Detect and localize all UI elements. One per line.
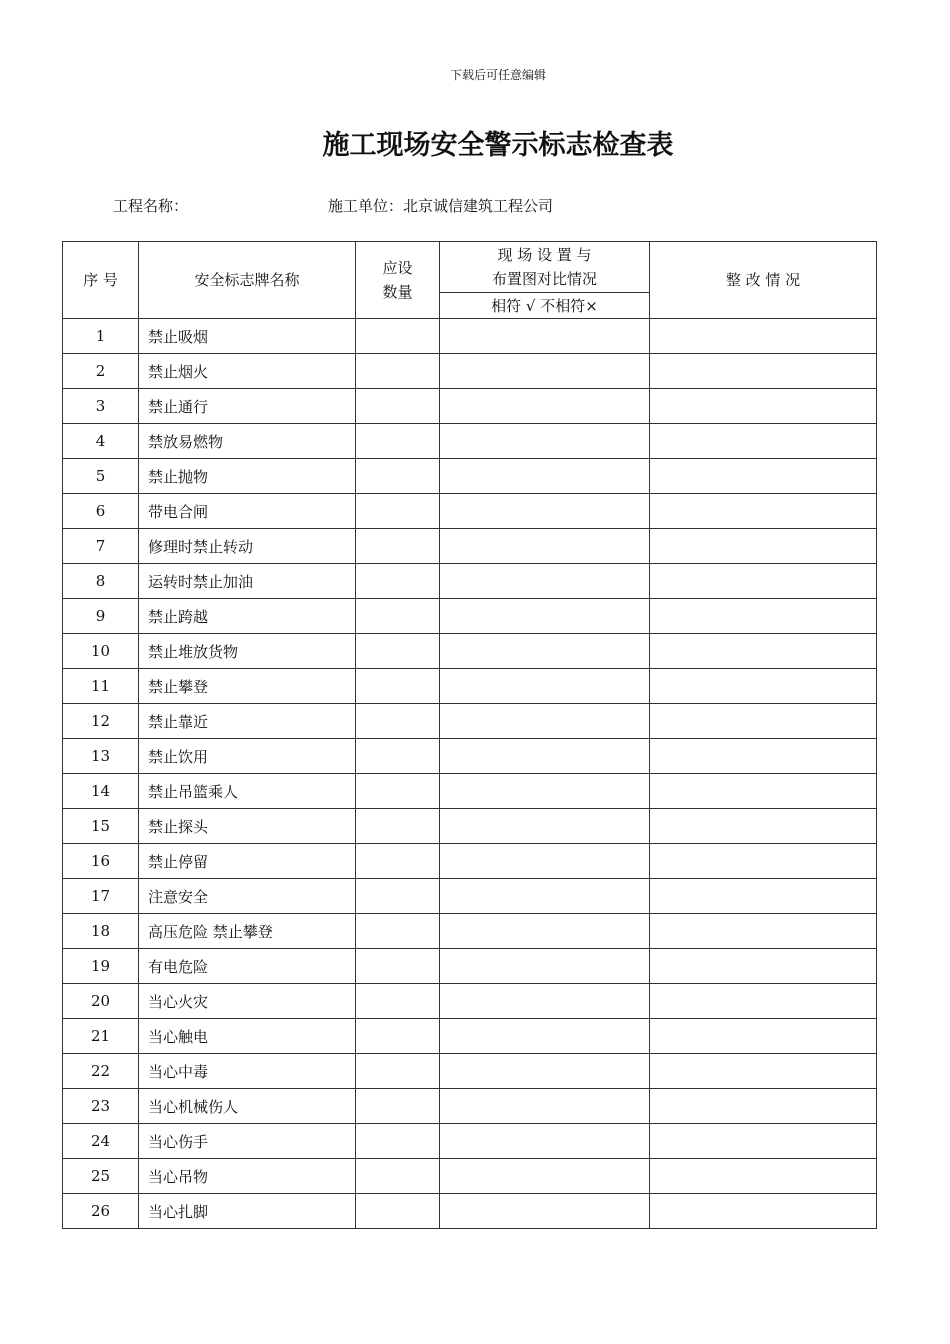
compare-result-cell[interactable] [440,1124,650,1159]
row-number: 12 [63,704,139,739]
rectification-cell[interactable] [650,599,877,634]
sign-name: 禁止探头 [139,809,356,844]
required-qty-cell[interactable] [356,389,440,424]
rectification-cell[interactable] [650,809,877,844]
table-row [63,739,877,774]
header-required-qty-line2: 数量 [382,283,413,301]
required-qty-cell[interactable] [356,809,440,844]
compare-result-cell[interactable] [440,459,650,494]
compare-result-cell[interactable] [440,564,650,599]
row-number: 3 [63,389,139,424]
header-note: 下载后可任意编辑 [449,68,546,82]
rectification-cell[interactable] [650,914,877,949]
rectification-cell[interactable] [650,704,877,739]
compare-result-cell[interactable] [440,389,650,424]
row-number: 6 [63,494,139,529]
required-qty-cell[interactable] [356,1054,440,1089]
required-qty-cell[interactable] [356,984,440,1019]
required-qty-cell[interactable] [356,1089,440,1124]
required-qty-cell[interactable] [356,494,440,529]
sign-name: 当心伤手 [139,1124,356,1159]
required-qty-cell[interactable] [356,319,440,354]
compare-result-cell[interactable] [440,669,650,704]
table-row [63,914,877,949]
sign-name: 禁止跨越 [139,599,356,634]
rectification-cell[interactable] [650,1019,877,1054]
rectification-cell[interactable] [650,1159,877,1194]
row-number: 19 [63,949,139,984]
required-qty-cell[interactable] [356,564,440,599]
table-row [63,669,877,704]
row-number: 18 [63,914,139,949]
sign-name: 禁止通行 [139,389,356,424]
required-qty-cell[interactable] [356,1159,440,1194]
row-number: 14 [63,774,139,809]
required-qty-cell[interactable] [356,879,440,914]
header-compare-line1: 现 场 设 置 与 [497,246,592,264]
required-qty-cell[interactable] [356,739,440,774]
table-row [63,1054,877,1089]
page-title: 施工现场安全警示标志检查表 [322,130,674,161]
required-qty-cell[interactable] [356,599,440,634]
row-number: 16 [63,844,139,879]
table-row [63,529,877,564]
required-qty-cell[interactable] [356,459,440,494]
compare-result-cell[interactable] [440,529,650,564]
table-row [63,389,877,424]
required-qty-cell[interactable] [356,529,440,564]
rectification-cell[interactable] [650,1054,877,1089]
row-number: 25 [63,1159,139,1194]
rectification-cell[interactable] [650,494,877,529]
compare-result-cell[interactable] [440,739,650,774]
table-row [63,1194,877,1229]
header-compare-match: 相符 √ 不相符× [440,293,650,319]
required-qty-cell[interactable] [356,914,440,949]
table-body [63,319,877,1229]
table-row [63,1124,877,1159]
header-required-qty-line1: 应设 [382,259,413,277]
compare-result-cell[interactable] [440,634,650,669]
required-qty-cell[interactable] [356,1194,440,1229]
rectification-cell[interactable] [650,319,877,354]
sign-name: 禁止吸烟 [139,319,356,354]
row-number: 21 [63,1019,139,1054]
table-row [63,634,877,669]
sign-name: 当心中毒 [139,1054,356,1089]
row-number: 15 [63,809,139,844]
rectification-cell[interactable] [650,879,877,914]
sign-name: 禁放易燃物 [139,424,356,459]
header-compare-line2: 布置图对比情况 [491,270,597,288]
header-rectification: 整 改 情 况 [650,242,877,319]
sign-name: 禁止堆放货物 [139,634,356,669]
row-number: 23 [63,1089,139,1124]
safety-sign-check-table [62,241,877,1229]
compare-result-cell[interactable] [440,354,650,389]
required-qty-cell[interactable] [356,669,440,704]
sign-name: 当心火灾 [139,984,356,1019]
required-qty-cell[interactable] [356,1124,440,1159]
sign-name: 注意安全 [139,879,356,914]
row-number: 11 [63,669,139,704]
table-row [63,704,877,739]
required-qty-cell[interactable] [356,844,440,879]
compare-result-cell[interactable] [440,319,650,354]
table-row [63,1019,877,1054]
table-row [63,1159,877,1194]
compare-result-cell[interactable] [440,949,650,984]
header-no: 序 号 [63,242,139,319]
table-row [63,424,877,459]
row-number: 2 [63,354,139,389]
required-qty-cell[interactable] [356,424,440,459]
table-row [63,809,877,844]
row-number: 8 [63,564,139,599]
rectification-cell[interactable] [650,389,877,424]
rectification-cell[interactable] [650,739,877,774]
project-name-label: 工程名称： [113,197,189,215]
rectification-cell[interactable] [650,984,877,1019]
required-qty-cell[interactable] [356,1019,440,1054]
rectification-cell[interactable] [650,669,877,704]
sign-name: 当心吊物 [139,1159,356,1194]
compare-result-cell[interactable] [440,1194,650,1229]
table-row [63,774,877,809]
sign-name: 当心扎脚 [139,1194,356,1229]
row-number: 26 [63,1194,139,1229]
table-row [63,844,877,879]
row-number: 1 [63,319,139,354]
rectification-cell[interactable] [650,634,877,669]
rectification-cell[interactable] [650,529,877,564]
table-row [63,564,877,599]
table-row [63,1089,877,1124]
compare-result-cell[interactable] [440,1054,650,1089]
compare-result-cell[interactable] [440,704,650,739]
sign-name: 禁止烟火 [139,354,356,389]
table-row [63,949,877,984]
row-number: 20 [63,984,139,1019]
row-number: 13 [63,739,139,774]
compare-result-cell[interactable] [440,984,650,1019]
compare-result-cell[interactable] [440,774,650,809]
sign-name: 高压危险 禁止攀登 [139,914,356,949]
row-number: 10 [63,634,139,669]
sign-name: 禁止停留 [139,844,356,879]
table-row [63,879,877,914]
sign-name: 当心触电 [139,1019,356,1054]
rectification-cell[interactable] [650,949,877,984]
sign-name: 禁止靠近 [139,704,356,739]
required-qty-cell[interactable] [356,634,440,669]
row-number: 5 [63,459,139,494]
compare-result-cell[interactable] [440,599,650,634]
required-qty-cell[interactable] [356,354,440,389]
table-row [63,459,877,494]
header-sign-name: 安全标志牌名称 [139,242,356,319]
table-row [63,319,877,354]
sign-name: 有电危险 [139,949,356,984]
row-number: 4 [63,424,139,459]
compare-result-cell[interactable] [440,1159,650,1194]
row-number: 17 [63,879,139,914]
table-header [63,242,877,319]
compare-result-cell[interactable] [440,879,650,914]
rectification-cell[interactable] [650,774,877,809]
construction-unit-label: 施工单位：北京诚信建筑工程公司 [328,197,554,215]
rectification-cell[interactable] [650,844,877,879]
header-compare [440,242,650,293]
compare-result-cell[interactable] [440,1089,650,1124]
rectification-cell[interactable] [650,424,877,459]
compare-result-cell[interactable] [440,1019,650,1054]
rectification-cell[interactable] [650,459,877,494]
row-number: 7 [63,529,139,564]
table-row [63,984,877,1019]
compare-result-cell[interactable] [440,914,650,949]
rectification-cell[interactable] [650,354,877,389]
table-row [63,494,877,529]
compare-result-cell[interactable] [440,424,650,459]
required-qty-cell[interactable] [356,704,440,739]
sign-name: 禁止吊篮乘人 [139,774,356,809]
compare-result-cell[interactable] [440,809,650,844]
header-required-qty [356,242,440,319]
sign-name: 当心机械伤人 [139,1089,356,1124]
row-number: 9 [63,599,139,634]
sign-name: 禁止抛物 [139,459,356,494]
table-row [63,599,877,634]
table-row [63,354,877,389]
sign-name: 禁止攀登 [139,669,356,704]
compare-result-cell[interactable] [440,494,650,529]
rectification-cell[interactable] [650,1194,877,1229]
required-qty-cell[interactable] [356,774,440,809]
sign-name: 修理时禁止转动 [139,529,356,564]
sign-name: 运转时禁止加油 [139,564,356,599]
rectification-cell[interactable] [650,1124,877,1159]
sign-name: 禁止饮用 [139,739,356,774]
required-qty-cell[interactable] [356,949,440,984]
compare-result-cell[interactable] [440,844,650,879]
rectification-cell[interactable] [650,1089,877,1124]
row-number: 24 [63,1124,139,1159]
rectification-cell[interactable] [650,564,877,599]
row-number: 22 [63,1054,139,1089]
sign-name: 带电合闸 [139,494,356,529]
